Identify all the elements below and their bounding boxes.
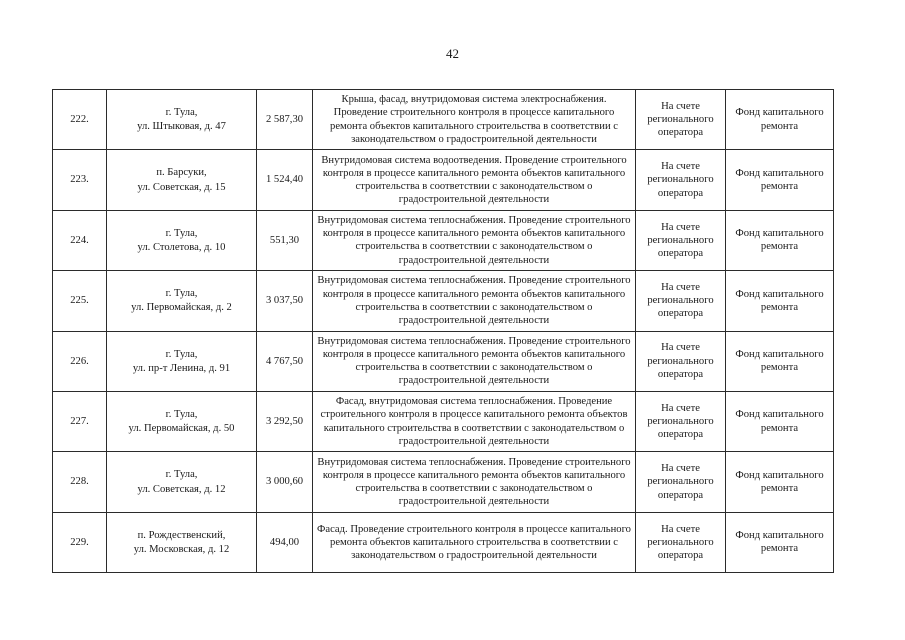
address-cell xyxy=(107,150,257,210)
works-description: Внутридомовая система теплоснабжения. Проведение строительного контроля в процессе капитального ремонта объектов капитального строительства в соответствии с законодательством о градостроительной деятельности xyxy=(313,452,636,512)
address-locality: г. Тула, xyxy=(165,288,198,300)
address-locality: г. Тула, xyxy=(165,227,198,239)
account-method: На счете регионального оператора xyxy=(636,452,726,512)
address-cell xyxy=(107,210,257,270)
works-description: Внутридомовая система теплоснабжения. Проведение строительного контроля в процессе капитального ремонта объектов капитального строительства в соответствии с законодательством о градостроительной деятельности xyxy=(313,271,636,331)
address-locality: г. Тула, xyxy=(165,348,198,360)
account-method: На счете регионального оператора xyxy=(636,331,726,391)
funding-source: Фонд капитального ремонта xyxy=(726,150,834,210)
row-number: 225. xyxy=(53,271,107,331)
address-street: ул. Первомайская, д. 50 xyxy=(128,423,235,435)
address-locality: п. Рождественский, xyxy=(137,529,226,541)
row-number: 226. xyxy=(53,331,107,391)
address-locality: п. Барсуки, xyxy=(156,167,207,179)
account-method: На счете регионального оператора xyxy=(636,512,726,572)
area-cell: 3 037,50 xyxy=(257,271,313,331)
works-description: Фасад, внутридомовая система теплоснабжения. Проведение строительного контроля в процессе капитального ремонта объектов капитального строительства в соответствии с законодательством о градостроительной деятельности xyxy=(313,391,636,451)
funding-source: Фонд капитального ремонта xyxy=(726,210,834,270)
table-row xyxy=(53,271,834,331)
works-description: Крыша, фасад, внутридомовая система электроснабжения. Проведение строительного контроля в процессе капитального ремонта объектов капитального строительства в соответствии с законодательством о градостроительной деятельности xyxy=(313,90,636,150)
address-locality: г. Тула, xyxy=(165,469,198,481)
address-locality: г. Тула, xyxy=(165,106,198,118)
row-number: 224. xyxy=(53,210,107,270)
address-cell xyxy=(107,331,257,391)
table-row xyxy=(53,331,834,391)
row-number: 227. xyxy=(53,391,107,451)
area-cell: 3 000,60 xyxy=(257,452,313,512)
table-row xyxy=(53,452,834,512)
address-street: ул. Советская, д. 12 xyxy=(137,483,226,495)
address-cell xyxy=(107,271,257,331)
table-row xyxy=(53,391,834,451)
table-row xyxy=(53,90,834,150)
address-street: ул. пр-т Ленина, д. 91 xyxy=(132,362,231,374)
address-cell xyxy=(107,90,257,150)
table-row xyxy=(53,512,834,572)
address-cell xyxy=(107,391,257,451)
address-street: ул. Штыковая, д. 47 xyxy=(137,121,226,133)
funding-source: Фонд капитального ремонта xyxy=(726,391,834,451)
funding-source: Фонд капитального ремонта xyxy=(726,331,834,391)
address-street: ул. Советская, д. 15 xyxy=(137,181,226,193)
address-street: ул. Московская, д. 12 xyxy=(133,543,230,555)
account-method: На счете регионального оператора xyxy=(636,210,726,270)
works-description: Фасад. Проведение строительного контроля в процессе капитального ремонта объектов капитального строительства в соответствии с законодательством о градостроительной деятельности xyxy=(313,512,636,572)
row-number: 229. xyxy=(53,512,107,572)
row-number: 228. xyxy=(53,452,107,512)
account-method: На счете регионального оператора xyxy=(636,150,726,210)
repair-registry-table xyxy=(52,89,834,573)
area-cell: 3 292,50 xyxy=(257,391,313,451)
address-street: ул. Первомайская, д. 2 xyxy=(131,302,232,314)
account-method: На счете регионального оператора xyxy=(636,391,726,451)
works-description: Внутридомовая система теплоснабжения. Проведение строительного контроля в процессе капитального ремонта объектов капитального строительства в соответствии с законодательством о градостроительной деятельности xyxy=(313,210,636,270)
address-locality: г. Тула, xyxy=(165,408,198,420)
area-cell: 4 767,50 xyxy=(257,331,313,391)
area-cell: 1 524,40 xyxy=(257,150,313,210)
address-street: ул. Столетова, д. 10 xyxy=(137,241,226,253)
address-cell xyxy=(107,452,257,512)
account-method: На счете регионального оператора xyxy=(636,271,726,331)
account-method: На счете регионального оператора xyxy=(636,90,726,150)
works-description: Внутридомовая система водоотведения. Проведение строительного контроля в процессе капитального ремонта объектов капитального строительства в соответствии с законодательством о градостроительной деятельности xyxy=(313,150,636,210)
works-description: Внутридомовая система теплоснабжения. Проведение строительного контроля в процессе капитального ремонта объектов капитального строительства в соответствии с законодательством о градостроительной деятельности xyxy=(313,331,636,391)
page-number: 42 xyxy=(446,46,459,61)
funding-source: Фонд капитального ремонта xyxy=(726,90,834,150)
funding-source: Фонд капитального ремонта xyxy=(726,271,834,331)
row-number: 222. xyxy=(53,90,107,150)
area-cell: 2 587,30 xyxy=(257,90,313,150)
area-cell: 494,00 xyxy=(257,512,313,572)
table-row xyxy=(53,150,834,210)
area-cell: 551,30 xyxy=(257,210,313,270)
table-row xyxy=(53,210,834,270)
funding-source: Фонд капитального ремонта xyxy=(726,452,834,512)
address-cell xyxy=(107,512,257,572)
row-number: 223. xyxy=(53,150,107,210)
funding-source: Фонд капитального ремонта xyxy=(726,512,834,572)
